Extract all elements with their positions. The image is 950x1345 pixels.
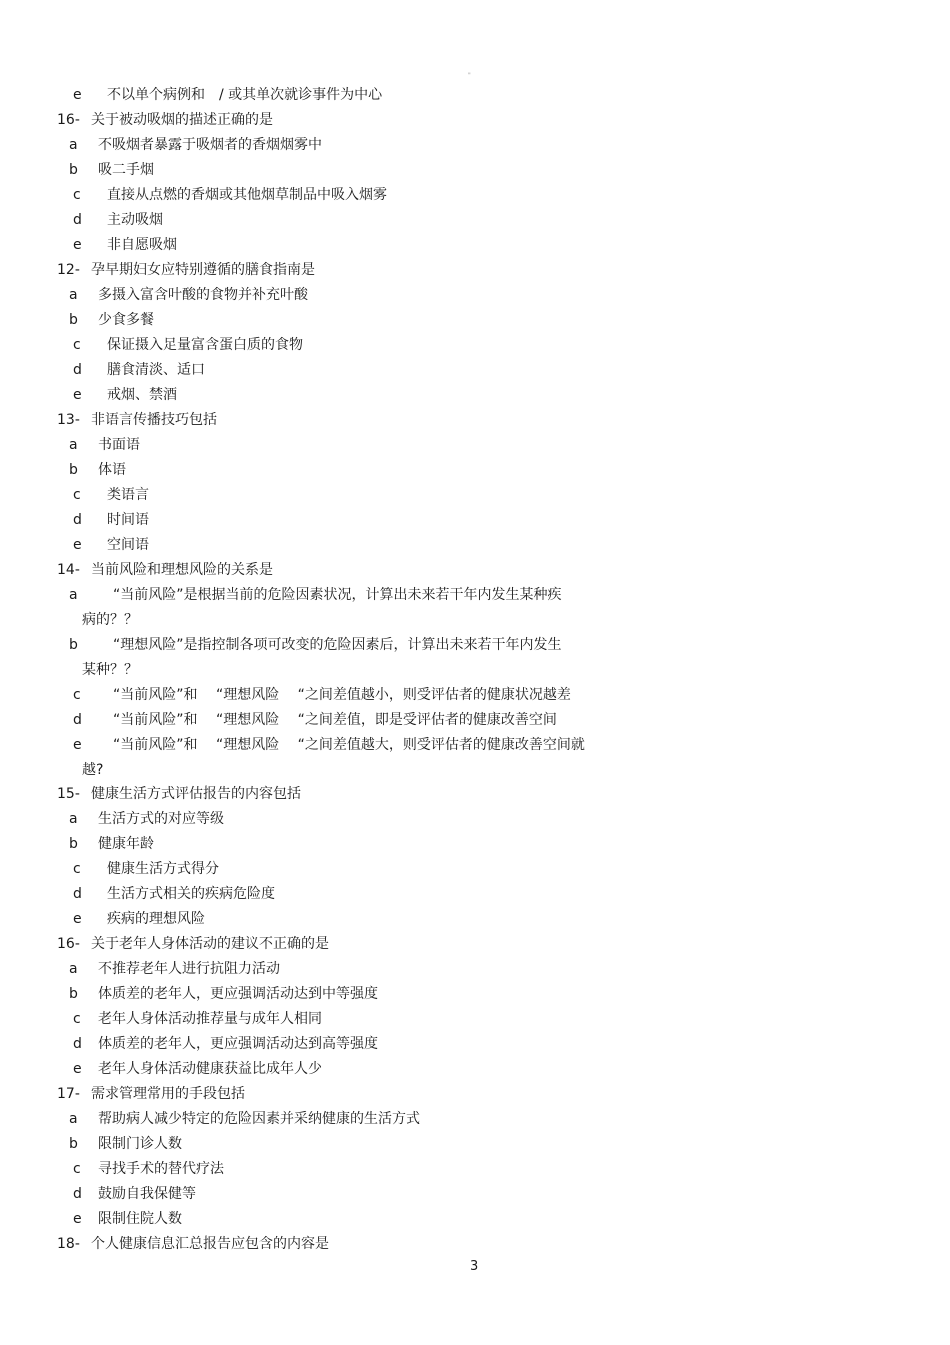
line-text: 生活方式的对应等级 — [98, 811, 224, 827]
line-text: 当前风险和理想风险的关系是 — [91, 562, 273, 578]
line-text: “当前风险”和 “理想风险 “之间差值越大，则受评估者的健康改善空间就 — [113, 737, 585, 753]
line-label: 14- — [57, 562, 80, 578]
line-text: 直接从点燃的香烟或其他烟草制品中吸入烟雾 — [107, 187, 387, 203]
line-text: 吸二手烟 — [98, 162, 154, 178]
line-label: c — [73, 487, 81, 503]
line-label: 16- — [57, 112, 80, 128]
line-text: 孕早期妇女应特别遵循的膳食指南是 — [91, 262, 315, 278]
line-label: d — [73, 886, 82, 902]
line-text: 需求管理常用的手段包括 — [91, 1086, 245, 1102]
line-text: 关于老年人身体活动的建议不正确的是 — [91, 936, 329, 952]
line-label: e — [73, 237, 82, 253]
line-text: 健康生活方式得分 — [107, 861, 219, 877]
line-text: 病的？？ — [82, 612, 138, 628]
line-text: 书面语 — [98, 437, 140, 453]
line-text: “当前风险”和 “理想风险 “之间差值越小，则受评估者的健康状况越差 — [113, 687, 571, 703]
line-label: e — [73, 1061, 82, 1077]
line-text: 不以单个病例和 / 或其单次就诊事件为中心 — [107, 87, 383, 103]
line-text: 关于被动吸烟的描述正确的是 — [91, 112, 273, 128]
line-text: 健康年龄 — [98, 836, 154, 852]
line-label: b — [69, 462, 78, 478]
line-text: 不推荐老年人进行抗阻力活动 — [98, 961, 280, 977]
line-label: 12- — [57, 262, 80, 278]
line-text: 某种？？ — [82, 662, 138, 678]
line-text: 体语 — [98, 462, 126, 478]
line-label: e — [73, 87, 82, 103]
line-text: 体质差的老年人，更应强调活动达到高等强度 — [98, 1036, 378, 1052]
line-text: 保证摄入足量富含蛋白质的食物 — [107, 337, 303, 353]
line-label: d — [73, 712, 82, 728]
line-label: e — [73, 737, 82, 753]
line-label: b — [69, 1136, 78, 1152]
line-label: c — [73, 861, 81, 877]
line-text: 老年人身体活动推荐量与成年人相同 — [98, 1011, 322, 1027]
line-label: c — [73, 337, 81, 353]
line-text: 限制门诊人数 — [98, 1136, 182, 1152]
line-text: 鼓励自我保健等 — [98, 1186, 196, 1202]
header-mark: " — [468, 72, 471, 79]
line-text: “当前风险”是根据当前的危险因素状况，计算出未来若干年内发生某种疾 — [113, 587, 562, 603]
line-label: b — [69, 637, 78, 653]
line-text: 戒烟、禁酒 — [107, 387, 177, 403]
line-label: d — [73, 212, 82, 228]
line-text: 体质差的老年人，更应强调活动达到中等强度 — [98, 986, 378, 1002]
page-number: 3 — [470, 1259, 479, 1274]
line-label: 16- — [57, 936, 80, 952]
line-label: a — [69, 1111, 78, 1127]
line-text: 非自愿吸烟 — [107, 237, 177, 253]
line-text: 空间语 — [107, 537, 149, 553]
line-label: b — [69, 162, 78, 178]
line-text: 少食多餐 — [98, 312, 154, 328]
line-label: d — [73, 362, 82, 378]
line-label: c — [73, 1161, 81, 1177]
line-text: 膳食清淡、适口 — [107, 362, 205, 378]
line-text: 老年人身体活动健康获益比成年人少 — [98, 1061, 322, 1077]
line-text: 非语言传播技巧包括 — [91, 412, 217, 428]
line-label: a — [69, 961, 78, 977]
line-label: b — [69, 836, 78, 852]
line-label: b — [69, 312, 78, 328]
line-label: b — [69, 986, 78, 1002]
line-text: 疾病的理想风险 — [107, 911, 205, 927]
line-label: e — [73, 387, 82, 403]
line-text: 个人健康信息汇总报告应包含的内容是 — [91, 1236, 329, 1252]
line-text: “理想风险”是指控制各项可改变的危险因素后，计算出未来若干年内发生 — [113, 637, 562, 653]
line-text: 寻找手术的替代疗法 — [98, 1161, 224, 1177]
line-text: 不吸烟者暴露于吸烟者的香烟烟雾中 — [98, 137, 322, 153]
line-text: 主动吸烟 — [107, 212, 163, 228]
line-text: “当前风险”和 “理想风险 “之间差值，即是受评估者的健康改善空间 — [113, 712, 557, 728]
line-text: 时间语 — [107, 512, 149, 528]
line-text: 越? — [82, 762, 104, 778]
line-label: d — [73, 512, 82, 528]
line-label: 18- — [57, 1236, 80, 1252]
line-label: d — [73, 1186, 82, 1202]
line-text: 多摄入富含叶酸的食物并补充叶酸 — [98, 287, 308, 303]
line-label: a — [69, 137, 78, 153]
line-label: 13- — [57, 412, 80, 428]
line-label: e — [73, 911, 82, 927]
line-label: a — [69, 437, 78, 453]
line-label: e — [73, 537, 82, 553]
line-text: 帮助病人减少特定的危险因素并采纳健康的生活方式 — [98, 1111, 420, 1127]
line-label: c — [73, 187, 81, 203]
line-label: a — [69, 287, 78, 303]
line-label: a — [69, 811, 78, 827]
line-label: 15- — [57, 786, 80, 802]
line-label: e — [73, 1211, 82, 1227]
line-label: 17- — [57, 1086, 80, 1102]
line-label: c — [73, 1011, 81, 1027]
line-label: c — [73, 687, 81, 703]
line-label: d — [73, 1036, 82, 1052]
line-text: 类语言 — [107, 487, 149, 503]
line-label: a — [69, 587, 78, 603]
line-text: 限制住院人数 — [98, 1211, 182, 1227]
line-text: 生活方式相关的疾病危险度 — [107, 886, 275, 902]
line-text: 健康生活方式评估报告的内容包括 — [91, 786, 301, 802]
